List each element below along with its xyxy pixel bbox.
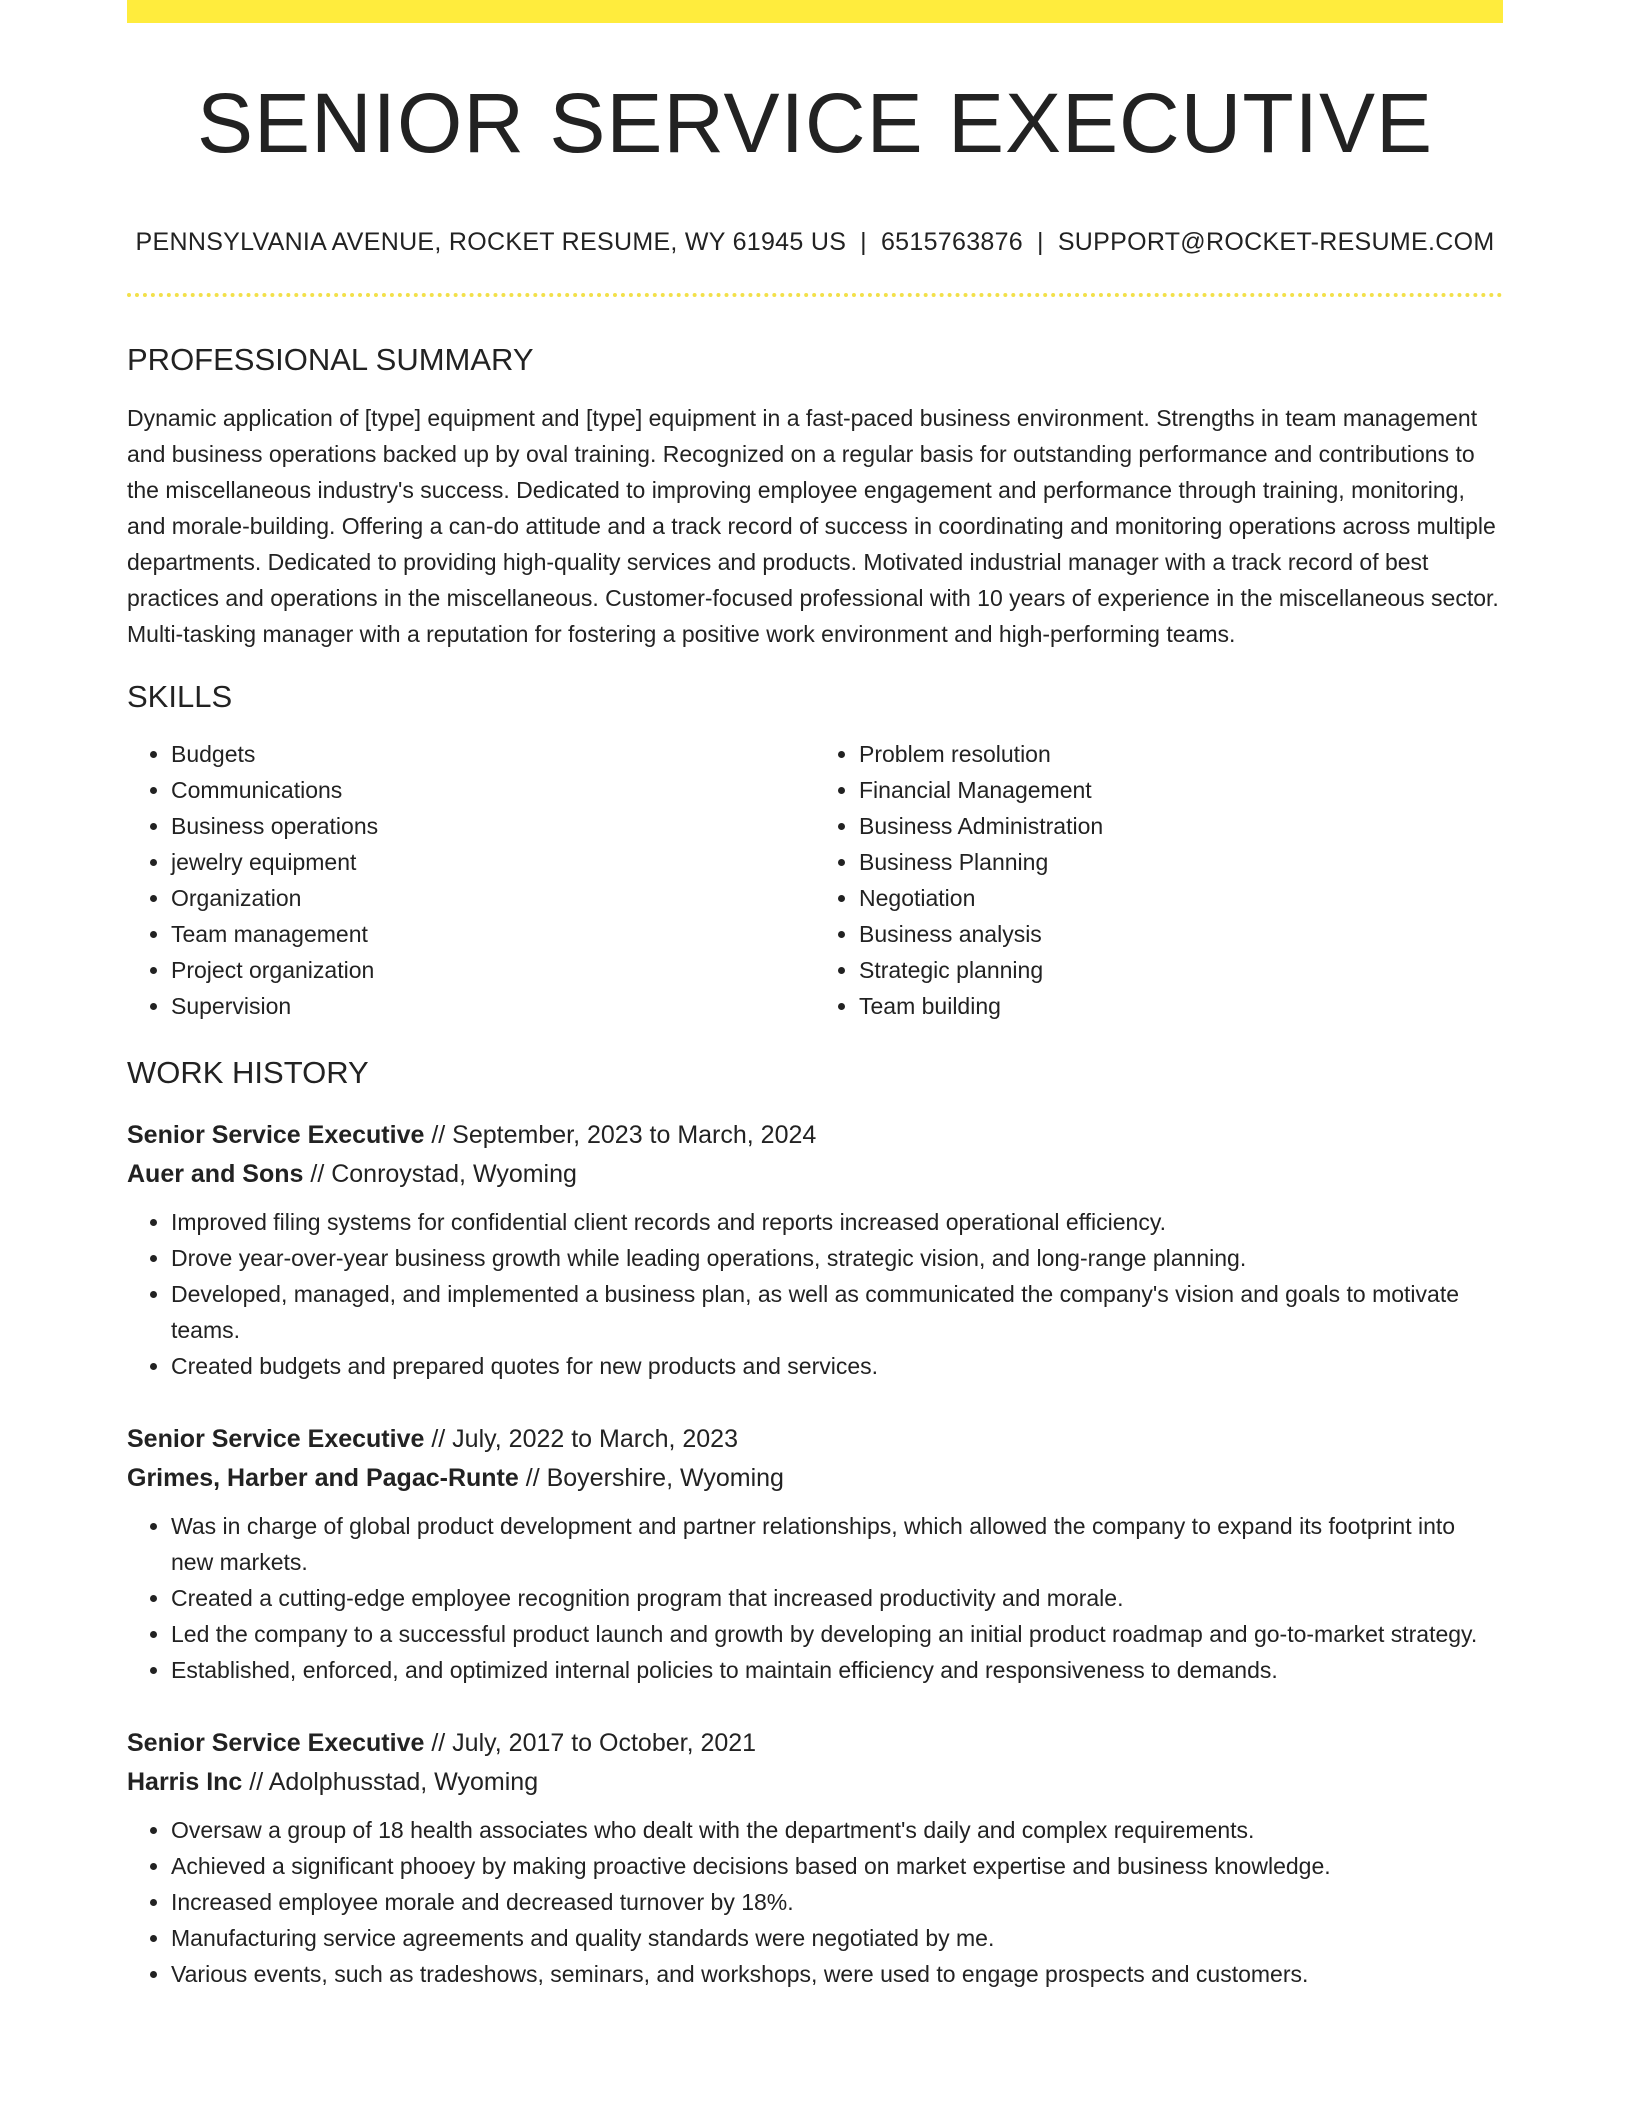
- job-company: Harris Inc: [127, 1767, 243, 1796]
- skill-item: • Supervision: [171, 988, 815, 1024]
- job-bullet: • Various events, such as tradeshows, seminars, and workshops, were used to engage prospects and customers.: [171, 1956, 1503, 1992]
- job-bullet: • Established, enforced, and optimized internal policies to maintain efficiency and responsiveness to demands.: [171, 1652, 1503, 1688]
- job-title-line: [127, 1420, 1503, 1459]
- job-entry: [127, 1420, 1503, 1688]
- job-role: Senior Service Executive: [127, 1728, 425, 1757]
- job-bullet: • Was in charge of global product development and partner relationships, which allowed the company to expand its footprint into new markets.: [171, 1508, 1503, 1580]
- job-location: // Adolphusstad, Wyoming: [242, 1767, 539, 1796]
- skills-grid: [127, 736, 1503, 1024]
- job-dates: // September, 2023 to March, 2024: [424, 1120, 817, 1149]
- job-company-line: [127, 1155, 1503, 1194]
- job-bullets: [127, 1508, 1503, 1688]
- skill-item: • Communications: [171, 772, 815, 808]
- dotted-divider: [127, 293, 1503, 297]
- accent-top-bar: [127, 0, 1503, 23]
- job-bullet: • Drove year-over-year business growth while leading operations, strategic vision, and long-range planning.: [171, 1240, 1503, 1276]
- job-role: Senior Service Executive: [127, 1120, 425, 1149]
- contact-phone: 6515763876: [880, 228, 1024, 256]
- job-location: // Boyershire, Wyoming: [518, 1463, 784, 1492]
- contact-address: PENNSYLVANIA AVENUE, ROCKET RESUME, WY 61945 US: [135, 228, 847, 256]
- skill-item: • Organization: [171, 880, 815, 916]
- job-bullet: • Oversaw a group of 18 health associates who dealt with the department's daily and complex requirements.: [171, 1812, 1503, 1848]
- job-bullets: [127, 1204, 1503, 1384]
- summary-text: Dynamic application of [type] equipment and [type] equipment in a fast-paced business environment. Strengths in team management and business operations backed up by oval training. Recognized on a regular basis for outstanding performance and contributions to the miscellaneous industry's success. Dedicated to improving employee engagement and performance through training, monitoring, and morale-building. Offering a can-do attitude and a track record of success in coordinating and monitoring operations across multiple departments. Dedicated to providing high-quality services and products. Motivated industrial manager with a track record of best practices and operations in the miscellaneous. Customer-focused professional with 10 years of experience in the miscellaneous sector. Multi-tasking manager with a reputation for fostering a positive work environment and high-performing teams.: [127, 405, 1499, 648]
- section-title-work-history: WORK HISTORY: [127, 1055, 369, 1091]
- contact-email: SUPPORT@ROCKET-RESUME.COM: [1057, 228, 1495, 256]
- skill-item: • Business Planning: [859, 844, 1503, 880]
- skill-item: • Team management: [171, 916, 815, 952]
- resume-page: [127, 0, 1503, 1992]
- job-bullet: • Achieved a significant phooey by making proactive decisions based on market expertise and business knowledge.: [171, 1848, 1503, 1884]
- job-dates: // July, 2022 to March, 2023: [424, 1424, 738, 1453]
- skills-column-right: [815, 736, 1503, 1024]
- job-title-line: [127, 1116, 1503, 1155]
- contact-separator: |: [860, 228, 867, 256]
- job-bullet: • Developed, managed, and implemented a business plan, as well as communicated the company's vision and goals to motivate teams.: [171, 1276, 1503, 1348]
- skill-item: • Negotiation: [859, 880, 1503, 916]
- contact-separator: |: [1037, 228, 1044, 256]
- skill-item: • Strategic planning: [859, 952, 1503, 988]
- contact-line: [127, 227, 1503, 257]
- job-company: Auer and Sons: [127, 1159, 304, 1188]
- skill-item: • Business analysis: [859, 916, 1503, 952]
- job-location: // Conroystad, Wyoming: [303, 1159, 577, 1188]
- skill-item: • Budgets: [171, 736, 815, 772]
- job-title-line: [127, 1724, 1503, 1763]
- job-bullet: • Improved filing systems for confidential client records and reports increased operational efficiency.: [171, 1204, 1503, 1240]
- skill-item: • Business operations: [171, 808, 815, 844]
- job-entry: [127, 1724, 1503, 1992]
- job-bullet: • Created budgets and prepared quotes for new products and services.: [171, 1348, 1503, 1384]
- job-bullet: • Created a cutting-edge employee recognition program that increased productivity and morale.: [171, 1580, 1503, 1616]
- job-bullet: • Led the company to a successful product launch and growth by developing an initial product roadmap and go-to-market strategy.: [171, 1616, 1503, 1652]
- job-company: Grimes, Harber and Pagac-Runte: [127, 1463, 519, 1492]
- resume-name-title: SENIOR SERVICE EXECUTIVE: [196, 76, 1434, 170]
- job-dates: // July, 2017 to October, 2021: [424, 1728, 757, 1757]
- skill-item: • Financial Management: [859, 772, 1503, 808]
- section-title-skills: SKILLS: [127, 679, 233, 715]
- section-title-summary: PROFESSIONAL SUMMARY: [127, 342, 534, 377]
- skill-item: • Team building: [859, 988, 1503, 1024]
- job-company-line: [127, 1763, 1503, 1802]
- job-bullet: • Increased employee morale and decreased turnover by 18%.: [171, 1884, 1503, 1920]
- job-company-line: [127, 1459, 1503, 1498]
- job-entry: [127, 1116, 1503, 1384]
- job-bullets: [127, 1812, 1503, 1992]
- skill-item: • jewelry equipment: [171, 844, 815, 880]
- job-role: Senior Service Executive: [127, 1424, 425, 1453]
- skill-item: • Business Administration: [859, 808, 1503, 844]
- job-bullet: • Manufacturing service agreements and quality standards were negotiated by me.: [171, 1920, 1503, 1956]
- skill-item: • Project organization: [171, 952, 815, 988]
- skill-item: • Problem resolution: [859, 736, 1503, 772]
- skills-column-left: [127, 736, 815, 1024]
